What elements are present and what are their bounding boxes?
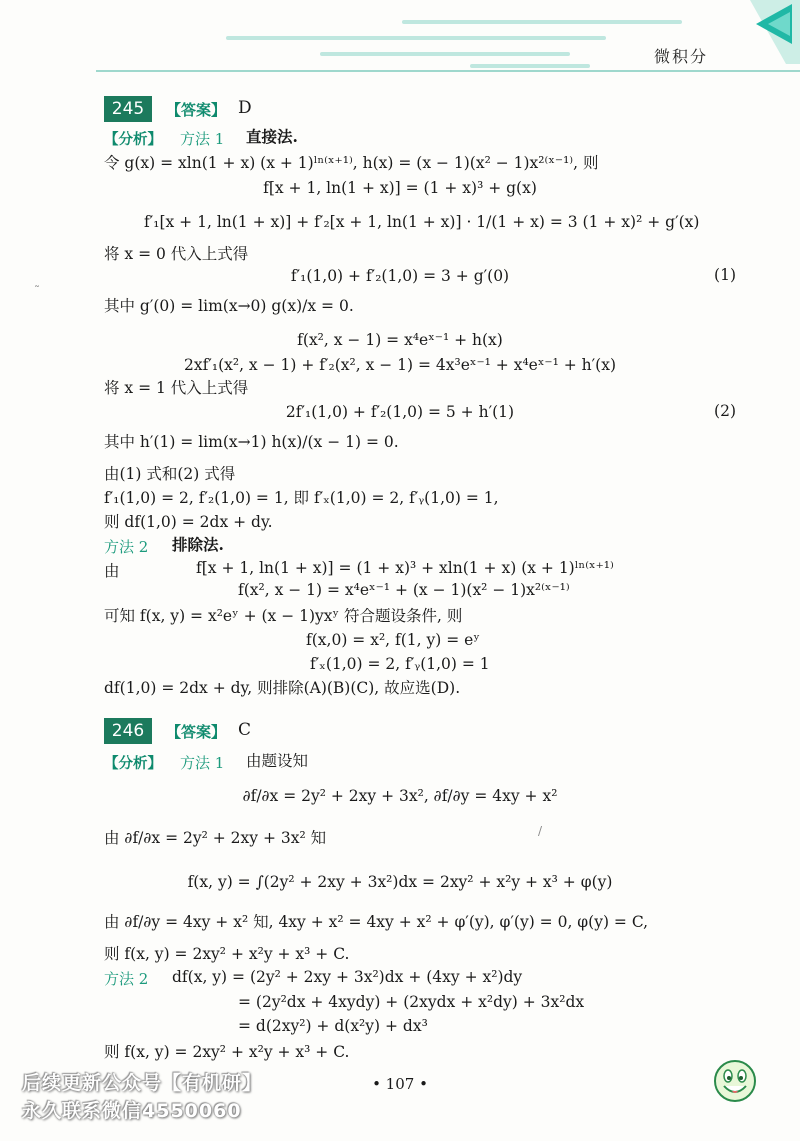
equation-line: 2f′₁(1,0) + f′₂(1,0) = 5 + h′(1) (285, 403, 515, 421)
solution-line: 由 ∂f/∂y = 4xy + x² 知, 4xy + x² = 4xy + x² + φ′(y), φ′(y) = 0, φ(y) = C, (104, 913, 649, 931)
equation-line: ∂f/∂x = 2y² + 2xy + 3x², ∂f/∂y = 4xy + x² (242, 787, 558, 805)
solution-line: 将 x = 0 代入上式得 (104, 245, 249, 263)
equation-number: (2) (714, 402, 736, 420)
solution-line: 将 x = 1 代入上式得 (104, 379, 249, 397)
equation-line: = (2y²dx + 4xydy) + (2xydx + x²dy) + 3x²dx (238, 993, 585, 1011)
equation-line: df(x, y) = (2y² + 2xy + 3x²)dx + (4xy + x²)dy (172, 968, 523, 986)
solution-line: 由 ∂f/∂x = 2y² + 2xy + 3x² 知 (104, 829, 327, 847)
watermark-line-1: 后续更新公众号【有机研】 (22, 1072, 263, 1094)
equation-line: f(x, y) = ∫(2y² + 2xy + 3x²)dx = 2xy² + x²y + x³ + φ(y) (187, 873, 613, 891)
header-stripe-2 (226, 36, 606, 40)
header-rule (96, 70, 800, 72)
scan-speck: ˜ (34, 284, 40, 298)
solution-line: 则 f(x, y) = 2xy² + x²y + x³ + C. (104, 945, 350, 963)
equation-line: f(x², x − 1) = x⁴eˣ⁻¹ + h(x) (297, 331, 503, 349)
method-1-title: 直接法. (246, 127, 298, 146)
scan-speck: / (538, 824, 543, 838)
equation-line: f(x², x − 1) = x⁴eˣ⁻¹ + (x − 1)(x² − 1)x²⁽ˣ⁻¹⁾ (238, 581, 570, 599)
equation-line: f′₁(1,0) + f′₂(1,0) = 3 + g′(0) (290, 267, 510, 285)
question-number-246: 246 (104, 718, 152, 744)
equation-line: f′₁[x + 1, ln(1 + x)] + f′₂[x + 1, ln(1 + x)] · 1/(1 + x) = 3 (1 + x)² + g′(x) (144, 213, 700, 231)
answer-label: 【答案】 (166, 723, 227, 741)
equation-line: = d(2xy²) + d(x²y) + dx³ (238, 1017, 428, 1035)
page-number: • 107 • (372, 1075, 428, 1093)
solution-line: 其中 g′(0) = lim(x→0) g(x)/x = 0. (104, 297, 354, 315)
method-2-title: 排除法. (172, 535, 224, 554)
chapter-title: 微积分 (653, 47, 708, 66)
solution-line: 令 g(x) = xln(1 + x) (x + 1)ˡⁿ⁽ˣ⁺¹⁾, h(x) = (x − 1)(x² − 1)x²⁽ˣ⁻¹⁾, 则 (104, 154, 599, 172)
equation-line: f′ₓ(1,0) = 2, f′ᵧ(1,0) = 1 (310, 655, 490, 673)
method-2-label: 方法 2 (104, 970, 149, 988)
method-1-label: 方法 1 (180, 754, 225, 772)
method-2-label: 方法 2 (104, 538, 149, 556)
answer-value: C (238, 720, 252, 740)
equation-number: (1) (714, 266, 736, 284)
answer-value: D (238, 98, 252, 118)
solution-line: 其中 h′(1) = lim(x→1) h(x)/(x − 1) = 0. (104, 433, 399, 451)
header-stripe-3 (320, 52, 570, 56)
equation-line: f(x,0) = x², f(1, y) = eʸ (306, 631, 480, 649)
solution-line: 则 df(1,0) = 2dx + dy. (104, 513, 273, 531)
solution-line: 由(1) 式和(2) 式得 (104, 465, 236, 483)
equation-line: 2xf′₁(x², x − 1) + f′₂(x², x − 1) = 4x³eˣ⁻¹ + x⁴eˣ⁻¹ + h′(x) (184, 356, 616, 374)
analysis-label: 【分析】 (104, 132, 162, 148)
solution-line: 可知 f(x, y) = x²eʸ + (x − 1)yxʸ 符合题设条件, 则 (104, 607, 463, 625)
header-stripe-4 (470, 64, 590, 68)
smiley-face-icon (712, 1058, 758, 1104)
equation-line: f[x + 1, ln(1 + x)] = (1 + x)³ + xln(1 + x) (x + 1)ˡⁿ⁽ˣ⁺¹⁾ (196, 559, 614, 577)
method-1-title: 由题设知 (246, 752, 309, 770)
question-number-245: 245 (104, 96, 152, 122)
method-1-label: 方法 1 (180, 130, 225, 148)
corner-arrow-icon (742, 0, 800, 64)
analysis-label: 【分析】 (104, 756, 162, 772)
solution-line: f′₁(1,0) = 2, f′₂(1,0) = 1, 即 f′ₓ(1,0) = 2, f′ᵧ(1,0) = 1, (104, 489, 499, 507)
equation-line: f[x + 1, ln(1 + x)] = (1 + x)³ + g(x) (263, 179, 537, 197)
solution-line: df(1,0) = 2dx + dy, 则排除(A)(B)(C), 故应选(D). (104, 679, 461, 697)
solution-line: 由 (104, 562, 120, 580)
solution-line: 则 f(x, y) = 2xy² + x²y + x³ + C. (104, 1043, 350, 1061)
watermark-line-2: 永久联系微信4550060 (22, 1100, 242, 1122)
answer-label: 【答案】 (166, 101, 227, 119)
header-stripe-1 (402, 20, 682, 24)
